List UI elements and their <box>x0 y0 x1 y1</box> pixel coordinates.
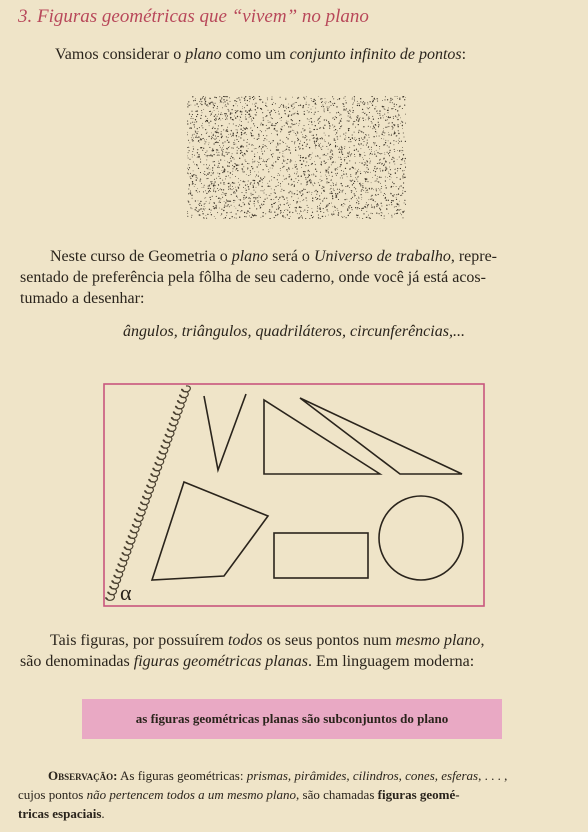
acute-triangle-figure <box>300 398 462 474</box>
paragraph-line: sentado de preferência pela fôlha de seu caderno, onde você já está acos- <box>20 269 486 286</box>
note-bold-term-1: figuras geomé- <box>377 787 460 802</box>
p1-text-b: será o <box>268 248 314 265</box>
plane-alpha-label: α <box>120 580 132 605</box>
p2-figuras: figuras geométricas planas <box>133 653 308 670</box>
p1-universo: Universo de trabalho <box>313 248 451 265</box>
note-line <box>18 785 578 804</box>
intro-sentence <box>55 46 466 64</box>
note-solids-list: prismas, pirâmides, cilindros, cones, esferas <box>246 768 479 783</box>
note-line <box>18 804 578 823</box>
note-text-e: . <box>101 806 105 821</box>
paragraph-line <box>20 630 572 651</box>
section-title: Figuras geométricas que “vivem” no plano <box>37 6 369 27</box>
intro-conjunto: conjunto infinito de pontos <box>289 46 462 63</box>
note-line <box>18 766 578 785</box>
quadrilateral-figure <box>152 482 268 580</box>
paragraph-line <box>20 651 572 672</box>
notebook-drawing <box>100 378 490 610</box>
note-text-c: cujos pontos <box>18 787 87 802</box>
highlighted-definition-text: as figuras geométricas planas são subconjuntos do plano <box>135 711 449 726</box>
paragraph-universe <box>20 246 568 309</box>
shapes-list: ângulos, triângulos, quadriláteros, circunferências,... <box>123 323 465 340</box>
p1-plano: plano <box>231 248 269 265</box>
p2-text-e: . Em linguagem moderna: <box>307 653 475 670</box>
right-triangle-figure <box>264 400 380 474</box>
observation-note <box>18 766 578 823</box>
notebook-sheet-border <box>104 384 484 606</box>
angle-figure <box>204 394 246 470</box>
paragraph-planar-figures <box>20 630 572 672</box>
rectangle-figure <box>274 533 368 578</box>
note-text-d: , são chamadas <box>296 787 378 802</box>
intro-text-3: : <box>461 46 467 63</box>
highlighted-definition-box <box>82 699 502 739</box>
p2-text-d: são denominadas <box>20 653 134 670</box>
p2-mesmo-plano: mesmo plano <box>395 632 481 649</box>
note-nao-pertencem: não pertencem todos a um mesmo plano <box>86 787 297 802</box>
note-label: Observação: <box>48 768 118 783</box>
note-bold-term-2: tricas espaciais <box>18 806 102 821</box>
note-text-a: As figuras geométricas: <box>117 768 247 783</box>
p2-text-c: , <box>480 632 485 649</box>
intro-text-1: Vamos considerar o <box>55 46 186 63</box>
notebook-spiral <box>106 386 191 600</box>
intro-plano: plano <box>185 46 222 63</box>
p2-todos: todos <box>227 632 263 649</box>
section-heading <box>18 6 369 28</box>
stippled-plane-illustration <box>187 96 406 219</box>
p2-text-a: Tais figuras, por possuírem <box>50 632 228 649</box>
circumference-figure <box>379 496 463 580</box>
paragraph-line <box>20 246 568 267</box>
p1-text-a: Neste curso de Geometria o <box>50 248 232 265</box>
p2-text-b: os seus pontos num <box>262 632 396 649</box>
intro-text-2: como um <box>221 46 290 63</box>
p1-text-c: , repre- <box>450 248 497 265</box>
paragraph-line: tumado a desenhar: <box>20 290 145 307</box>
note-text-b: , . . . , <box>478 768 508 783</box>
section-number: 3. <box>18 6 33 27</box>
